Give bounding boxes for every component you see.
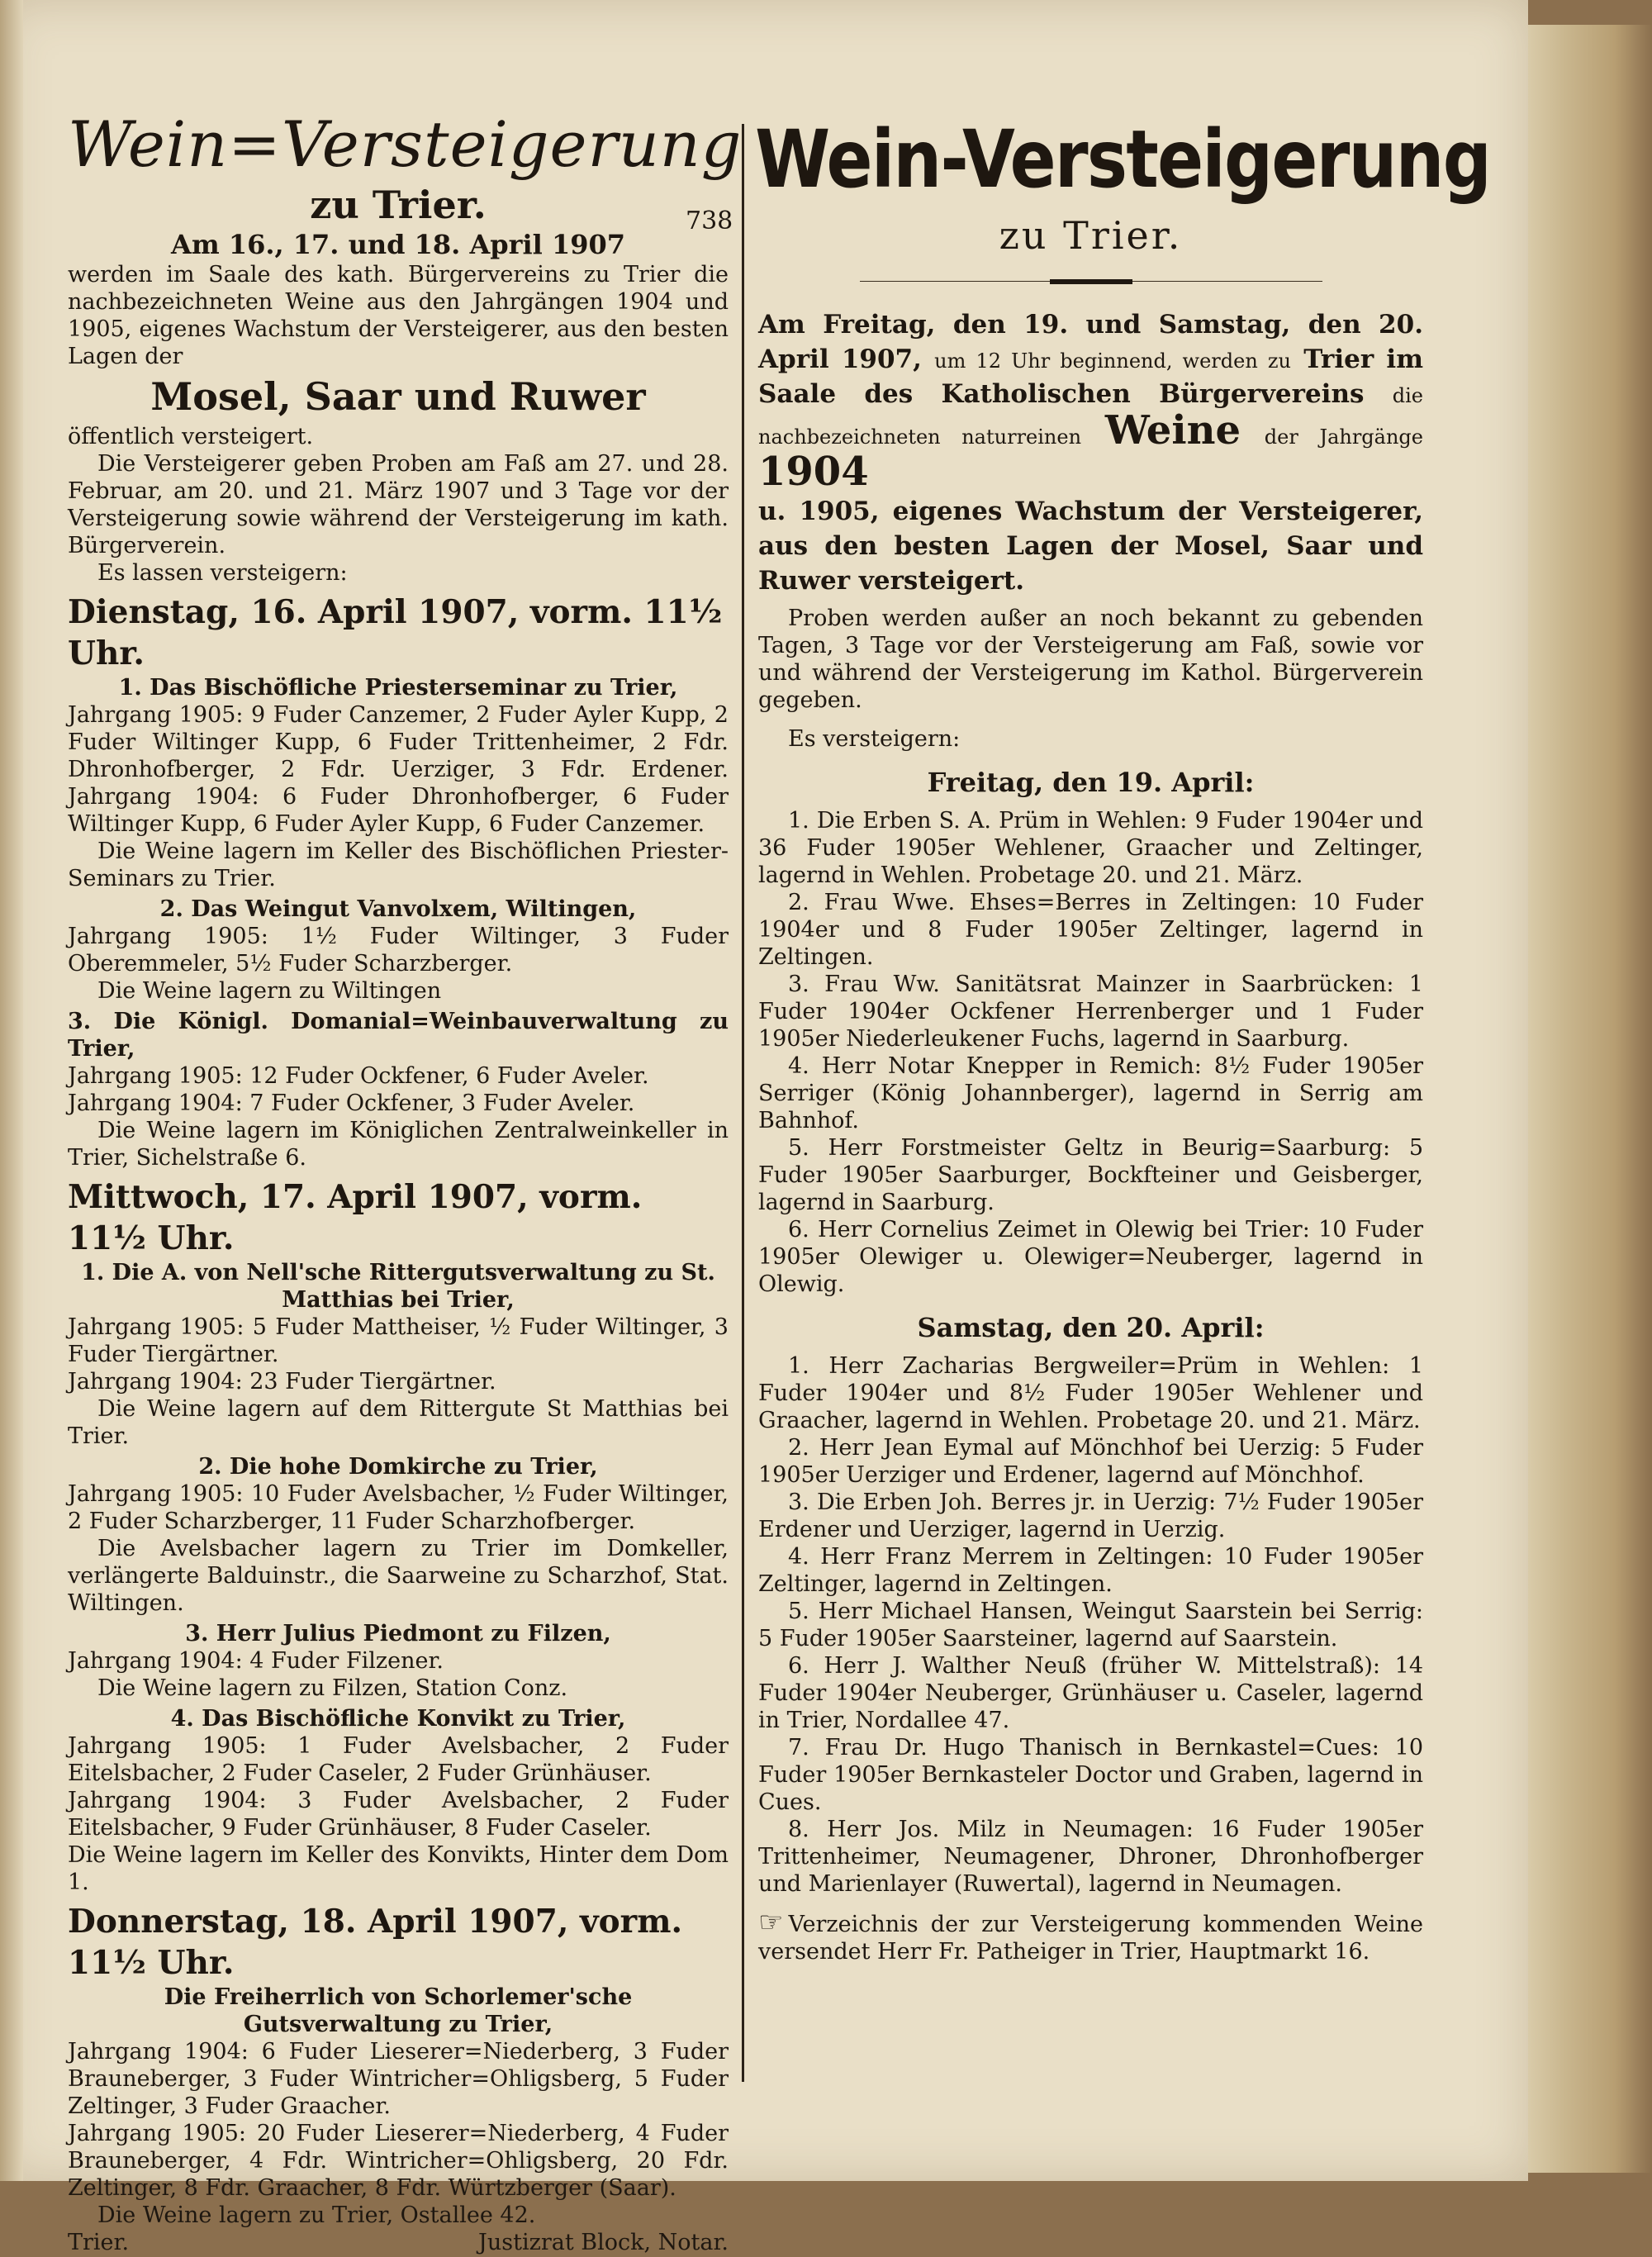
- left-subtitle: zu Trier.: [310, 183, 487, 227]
- d1-1-heading: 1. Das Bischöfliche Priesterseminar zu Trier,: [118, 675, 678, 701]
- d2-1-body1: Jahrgang 1905: 5 Fuder Mattheiser, ½ Fuder Wiltinger, 3 Fuder Tiergärtner.: [68, 1314, 729, 1367]
- d3-heading: Die Freiherrlich von Schorlemer'sche Gutsverwaltung zu Trier,: [164, 1984, 633, 2037]
- book-edge: [1528, 25, 1652, 2173]
- saturday-item-8: 8. Herr Jos. Milz in Neumagen: 16 Fuder 1905er Trittenheimer, Neumagener, Dhroner, Dhronhofberger und Marienlayer (Ruwertal), lagernd in Neumagen.: [758, 1817, 1423, 1897]
- d1-2-body: Jahrgang 1905: 1½ Fuder Wiltinger, 3 Fuder Oberemmeler, 5½ Fuder Scharzberger.: [68, 924, 729, 976]
- page-number: 738: [686, 207, 733, 235]
- left-dates: Am 16., 17. und 18. April 1907: [170, 229, 626, 260]
- pointing-hand-icon: ☞: [758, 1906, 784, 1939]
- lead-year: 1904: [758, 449, 869, 495]
- d2-4-note: Die Weine lagern im Keller des Konvikts, Hinter dem Dom 1.: [68, 1842, 729, 1895]
- lead-desc: die nachbezeichneten naturreinen: [758, 384, 1423, 449]
- friday-item-2: 2. Frau Wwe. Ehses=Berres in Zeltingen: 10 Fuder 1904er und 8 Fuder 1905er Zeltinger, lagernd in Zeltingen.: [758, 890, 1423, 970]
- lead-weine: Weine: [1104, 407, 1241, 454]
- d1-3-heading: 3. Die Königl. Domanial=Weinbauverwaltung zu Trier,: [68, 1009, 729, 1062]
- d2-4-body1: Jahrgang 1905: 1 Fuder Avelsbacher, 2 Fuder Eitelsbacher, 2 Fuder Caseler, 2 Fuder Grünhäuser.: [68, 1733, 729, 1786]
- right-advertisement: [755, 107, 1491, 2074]
- footer-text: Verzeichnis der zur Versteigerung kommenden Weine versendet Herr Fr. Patheiger in Trier, Hauptmarkt 16.: [758, 1912, 1423, 1965]
- right-es-versteigern: Es versteigern:: [788, 726, 961, 752]
- friday-item-3: 3. Frau Ww. Sanitätsrat Mainzer in Saarbrücken: 1 Fuder 1904er Ockfener Herrenberger und 1 Fuder 1905er Niederleukener Fuchs, lagernd in Saarburg.: [758, 972, 1423, 1052]
- d1-2-note: Die Weine lagern zu Wiltingen: [97, 978, 442, 1004]
- column-divider: [742, 124, 744, 2082]
- date2-heading: Samstag, den 20. April:: [917, 1312, 1265, 1343]
- saturday-item-4: 4. Herr Franz Merrem in Zeltingen: 10 Fuder 1905er Zeltinger, lagernd in Zeltingen.: [758, 1544, 1423, 1597]
- right-subtitle: zu Trier.: [999, 213, 1183, 258]
- saturday-item-2: 2. Herr Jean Eymal auf Mönchhof bei Uerzig: 5 Fuder 1905er Uerziger und Erdener, lagernd auf Mönchhof.: [758, 1435, 1423, 1488]
- lead-jahrgaenge: der Jahrgänge: [1264, 425, 1423, 449]
- friday-item-4: 4. Herr Notar Knepper in Remich: 8½ Fuder 1905er Serriger (König Johannberger), lagernd in Serrig am Bahnhof.: [758, 1053, 1423, 1133]
- sign-name: Justizrat Block, Notar.: [478, 2230, 729, 2255]
- d3-note: Die Weine lagern zu Trier, Ostallee 42.: [97, 2202, 536, 2228]
- d3-body1: Jahrgang 1904: 6 Fuder Lieserer=Niederberg, 3 Fuder Brauneberger, 3 Fuder Wintricher=Ohligsberg, 5 Fuder Zeltinger, 3 Fuder Graacher.: [68, 2039, 729, 2119]
- footer-note: [758, 1906, 1423, 1965]
- day1-heading: Dienstag, 16. April 1907, vorm. 11½ Uhr.: [68, 593, 723, 672]
- saturday-item-1: 1. Herr Zacharias Bergweiler=Prüm in Wehlen: 1 Fuder 1904er und 8½ Fuder 1905er Wehlener und Graacher, lagernd in Wehlen. Probetage 20. und 21. März.: [758, 1353, 1423, 1433]
- right-lead2: u. 1905, eigenes Wachstum der Versteigerer, aus den besten Lagen der Mosel, Saar und Ruwer versteigert.: [758, 497, 1423, 596]
- d2-4-body2: Jahrgang 1904: 3 Fuder Avelsbacher, 2 Fuder Eitelsbacher, 9 Fuder Grünhäuser, 8 Fuder Caseler.: [68, 1788, 729, 1841]
- d2-3-body: Jahrgang 1904: 4 Fuder Filzener.: [68, 1648, 444, 1674]
- d2-3-heading: 3. Herr Julius Piedmont zu Filzen,: [185, 1621, 611, 1646]
- saturday-item-5: 5. Herr Michael Hansen, Weingut Saarstein bei Serrig: 5 Fuder 1905er Saarsteiner, lagernd auf Saarstein.: [758, 1599, 1423, 1651]
- d1-1-note: Die Weine lagern im Keller des Bischöflichen Priester-Seminars zu Trier.: [68, 839, 729, 891]
- saturday-item-7: 7. Frau Dr. Hugo Thanisch in Bernkastel=Cues: 10 Fuder 1905er Bernkasteler Doctor und Graben, lagernd in Cues.: [758, 1735, 1423, 1815]
- signature-line: [68, 2229, 729, 2257]
- left-advertisement: [68, 107, 743, 2255]
- d2-1-body2: Jahrgang 1904: 23 Fuder Tiergärtner.: [68, 1369, 496, 1395]
- d1-3-body1: Jahrgang 1905: 12 Fuder Ockfener, 6 Fuder Aveler.: [68, 1063, 649, 1089]
- d1-3-body2: Jahrgang 1904: 7 Fuder Ockfener, 3 Fuder Aveler.: [68, 1090, 635, 1116]
- d2-3-note: Die Weine lagern zu Filzen, Station Conz.: [97, 1675, 568, 1701]
- lead-time: um 12 Uhr beginnend, werden zu: [934, 349, 1291, 373]
- d1-2-heading: 2. Das Weingut Vanvolxem, Wiltingen,: [159, 896, 637, 922]
- date1-heading: Freitag, den 19. April:: [927, 767, 1255, 798]
- d2-4-heading: 4. Das Bischöfliche Konvikt zu Trier,: [170, 1706, 626, 1732]
- d2-1-note: Die Weine lagern auf dem Rittergute St Matthias bei Trier.: [68, 1396, 729, 1449]
- left-region: Mosel, Saar und Ruwer: [150, 374, 646, 419]
- saturday-item-3: 3. Die Erben Joh. Berres jr. in Uerzig: 7½ Fuder 1905er Erdener und Uerziger, lagernd in Uerzig.: [758, 1490, 1423, 1542]
- right-lead: [758, 307, 1423, 494]
- sign-place: Trier.: [68, 2230, 130, 2255]
- left-proben: Die Versteigerer geben Proben am Faß am 27. und 28. Februar, am 20. und 21. März 1907 und 3 Tage vor der Versteigerung sowie während der Versteigerung im kath. Bürgerverein.: [68, 451, 729, 558]
- d2-2-body: Jahrgang 1905: 10 Fuder Avelsbacher, ½ Fuder Wiltinger, 2 Fuder Scharzberger, 11 Fuder Scharzhofberger.: [68, 1481, 729, 1534]
- day3-heading: Donnerstag, 18. April 1907, vorm. 11½ Uhr.: [68, 1903, 683, 1982]
- left-intro-end: öffentlich versteigert.: [68, 424, 314, 449]
- lead-dates: Am Freitag, den 19. und Samstag, den 20. April 1907,: [758, 310, 1423, 374]
- d3-body2: Jahrgang 1905: 20 Fuder Lieserer=Niederberg, 4 Fuder Brauneberger, 4 Fdr. Wintricher=Ohligsberg, 20 Fdr. Zeltinger, 8 Fdr. Graacher, 8 Fdr. Würtzberger (Saar).: [68, 2121, 729, 2201]
- right-title: Wein-Versteigerung: [755, 113, 1491, 206]
- d2-2-note: Die Avelsbacher lagern zu Trier im Domkeller, verlängerte Balduinstr., die Saarweine zu Scharzhof, Stat. Wiltingen.: [68, 1536, 729, 1616]
- title-rule-bar: [1050, 279, 1132, 284]
- right-proben: Proben werden außer an noch bekannt zu gebenden Tagen, 3 Tage vor der Versteigerung am Faß, sowie vor und während der Versteigerung im Kathol. Bürgerverein gegeben.: [758, 606, 1423, 713]
- page-binding-edge: [0, 0, 23, 2181]
- d1-1-body: Jahrgang 1905: 9 Fuder Canzemer, 2 Fuder Ayler Kupp, 2 Fuder Wiltinger Kupp, 6 Fuder Trittenheimer, 2 Fdr. Dhronhofberger, 2 Fdr. Uerziger, 3 Fdr. Erdener. Jahrgang 1904: 6 Fuder Dhronhofberger, 6 Fuder Wiltinger Kupp, 6 Fuder Ayler Kupp, 6 Fuder Canzemer.: [68, 702, 729, 837]
- friday-item-1: 1. Die Erben S. A. Prüm in Wehlen: 9 Fuder 1904er und 36 Fuder 1905er Wehlener, Graacher und Zeltinger, lagernd in Wehlen. Probetage 20. und 21. März.: [758, 808, 1423, 888]
- left-intro: werden im Saale des kath. Bürgervereins zu Trier die nachbezeichneten Weine aus den Jahrgängen 1904 und 1905, eigenes Wachstum der Versteigerer, aus den besten Lagen der: [68, 262, 729, 369]
- d2-2-heading: 2. Die hohe Domkirche zu Trier,: [198, 1454, 598, 1480]
- lead-location: Trier im Saale des Katholischen Bürgervereins: [758, 344, 1424, 409]
- friday-item-6: 6. Herr Cornelius Zeimet in Olewig bei Trier: 10 Fuder 1905er Olewiger u. Olewiger=Neuberger, lagernd in Olewig.: [758, 1217, 1423, 1297]
- d1-3-note: Die Weine lagern im Königlichen Zentralweinkeller in Trier, Sichelstraße 6.: [68, 1118, 729, 1171]
- friday-item-5: 5. Herr Forstmeister Geltz in Beurig=Saarburg: 5 Fuder 1905er Saarburger, Bockfteiner und Geisberger, lagernd in Saarburg.: [758, 1135, 1423, 1215]
- d2-1-heading: 1. Die A. von Nell'sche Rittergutsverwaltung zu St. Matthias bei Trier,: [81, 1260, 715, 1313]
- left-title: Wein=Versteigerung: [68, 107, 743, 181]
- left-es-lassen: Es lassen versteigern:: [97, 560, 348, 586]
- day2-heading: Mittwoch, 17. April 1907, vorm. 11½ Uhr.: [68, 1178, 643, 1257]
- saturday-item-6: 6. Herr J. Walther Neuß (früher W. Mittelstraß): 14 Fuder 1904er Neuberger, Grünhäuser u. Caseler, lagernd in Trier, Nordallee 47.: [758, 1653, 1423, 1733]
